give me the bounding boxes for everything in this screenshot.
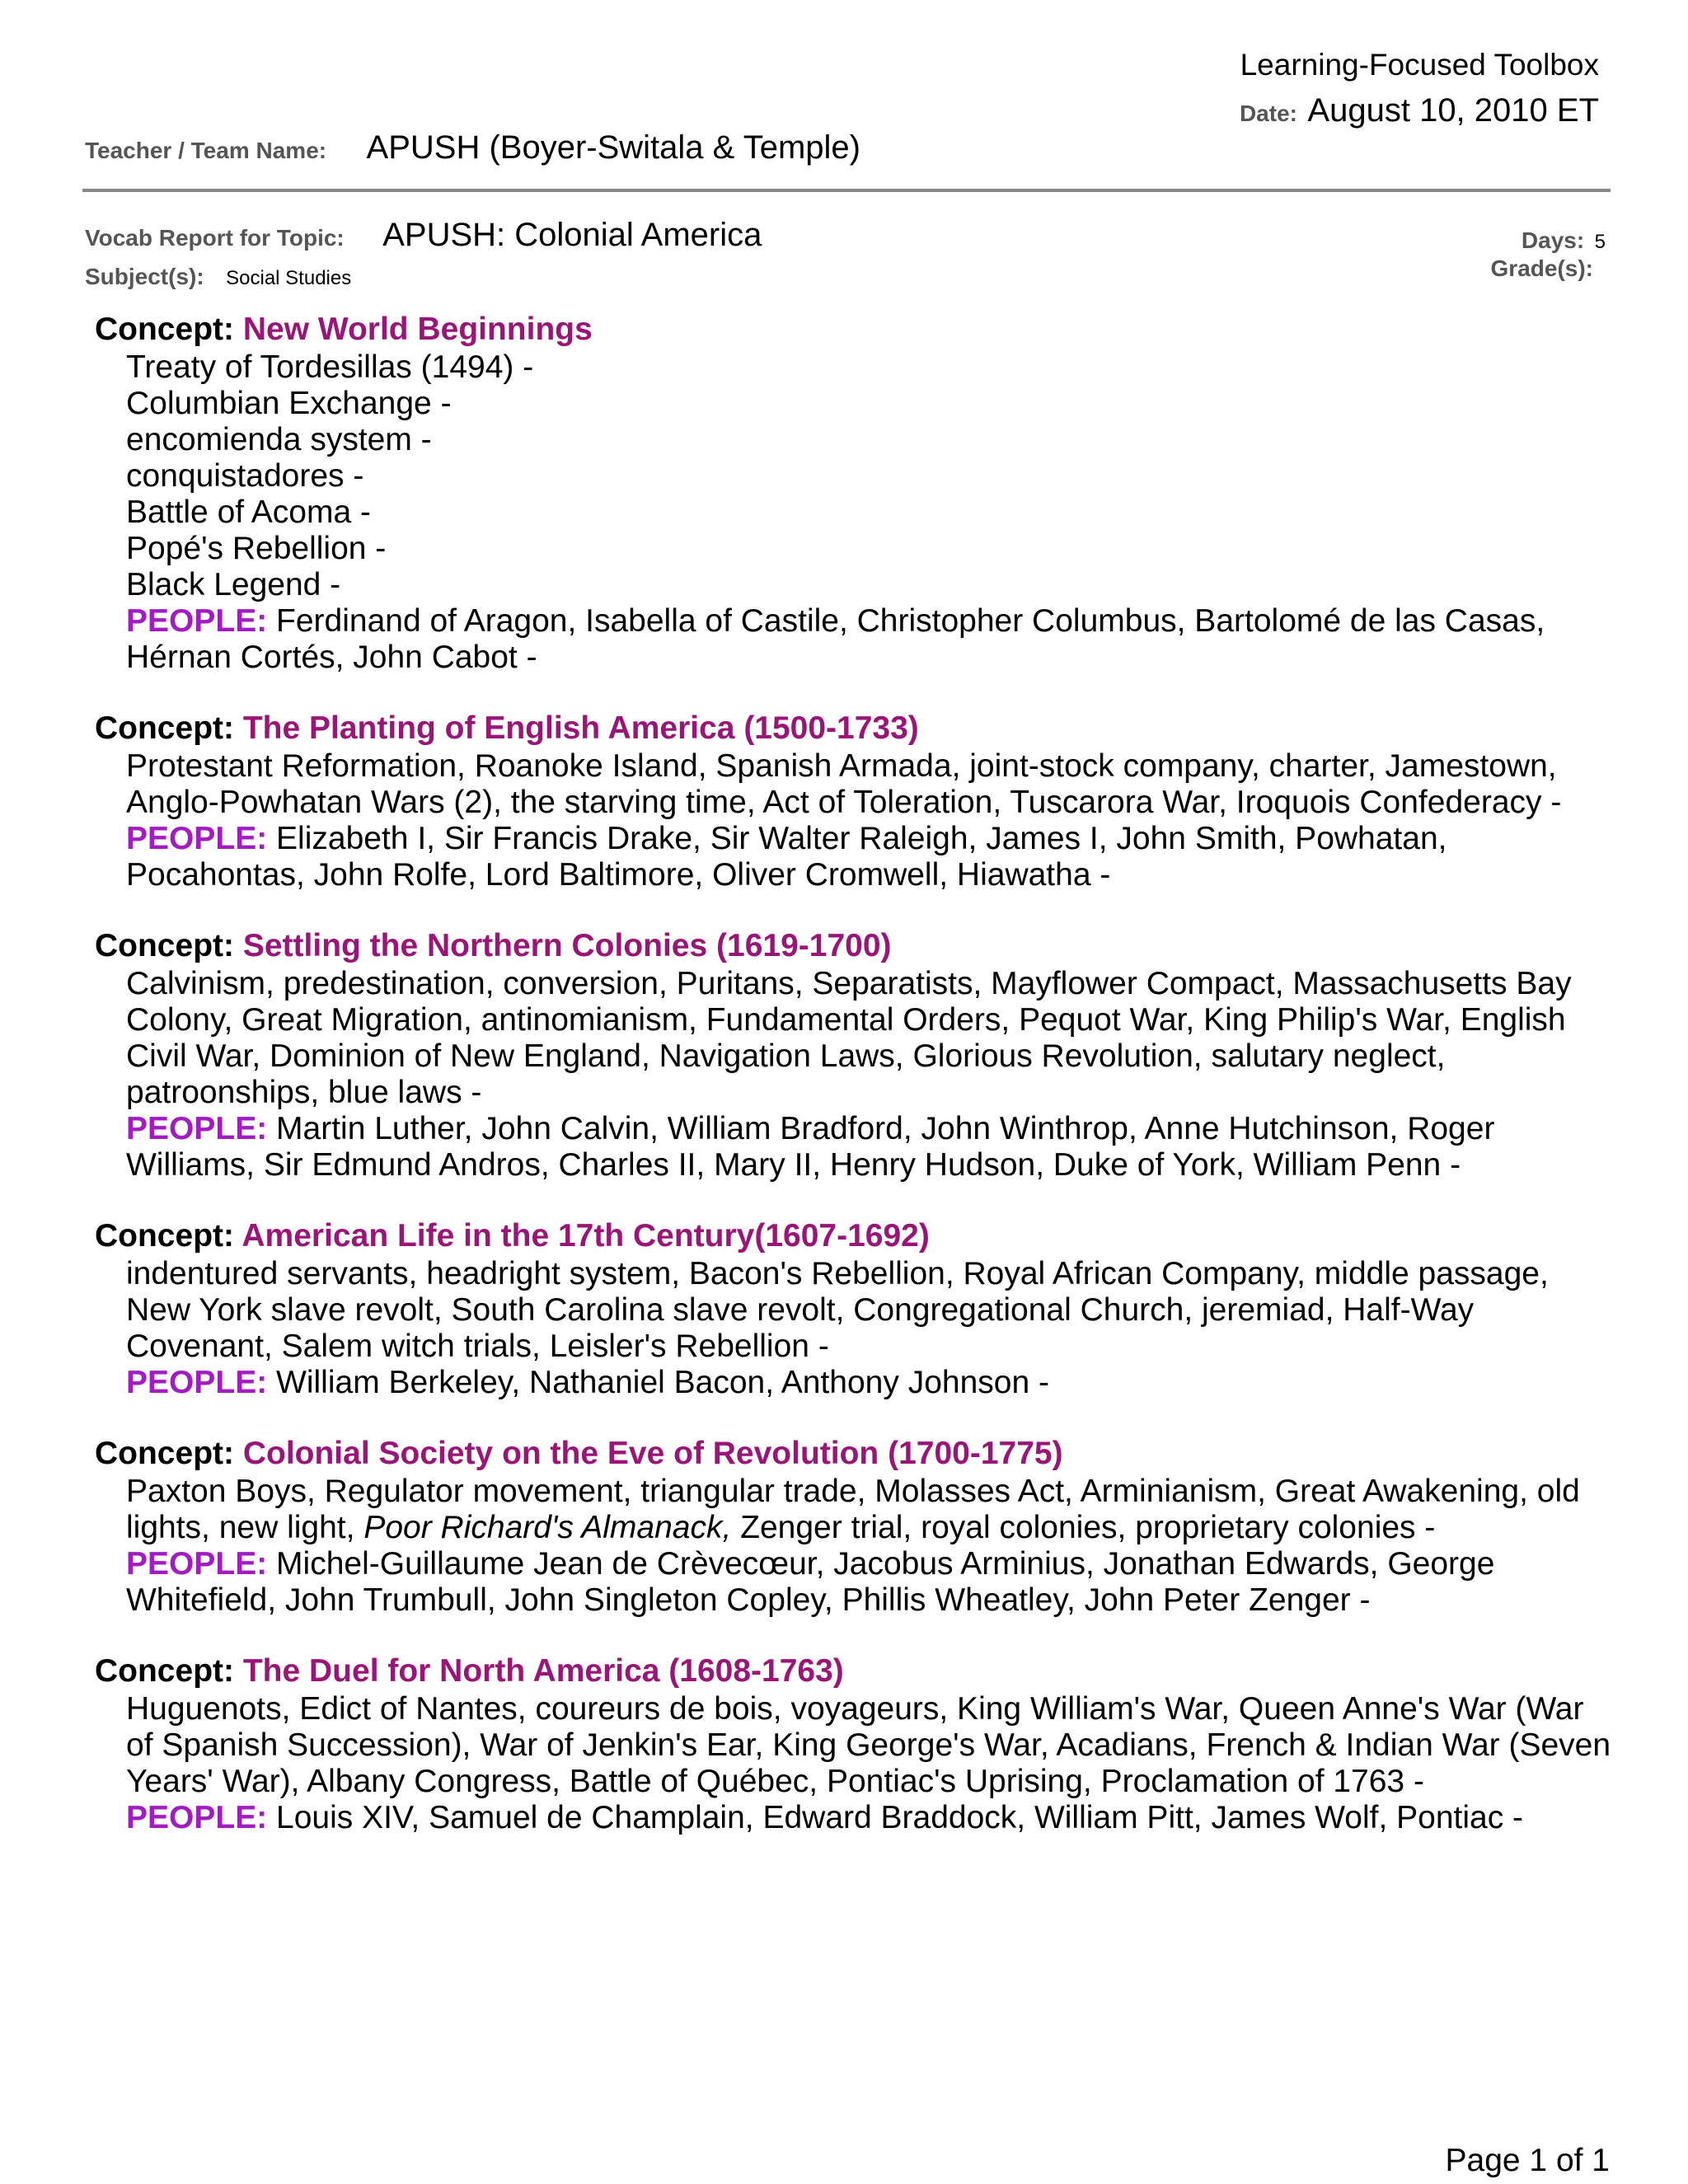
terms-paragraph: Protestant Reformation, Roanoke Island, Spanish Armada, joint-stock company, charter, Jamestown, Anglo-Powhatan Wars (2), the starving time, Act of Toleration, Tuscarora War, Iroquois Confederacy - xyxy=(126,748,1562,820)
team-value: APUSH (Boyer-Switala & Temple) xyxy=(366,129,860,166)
term-line: Treaty of Tordesillas (1494) - xyxy=(126,349,534,385)
people-list: Michel-Guillaume Jean de Crèvecœur, Jacobus Arminius, Jonathan Edwards, George Whitefield, John Trumbull, John Singleton Copley, Phillis Wheatley, John Peter Zenger - xyxy=(126,1546,1495,1618)
concept-heading xyxy=(95,926,1611,966)
topic-label: Vocab Report for Topic: xyxy=(85,225,345,251)
subject-value: Social Studies xyxy=(226,267,352,289)
days-label: Days: xyxy=(1521,227,1585,253)
date-row xyxy=(1240,92,1599,129)
terms-paragraph: Huguenots, Edict of Nantes, coureurs de bois, voyageurs, King William's War, Queen Anne's War (War of Spanish Succession), War of Jenkin's Ear, King George's War, Acadians, French & Indian War (Seven Years' War), Albany Congress, Battle of Québec, Pontiac's Uprising, Proclamation of 1763 - xyxy=(126,1691,1611,1799)
page-number: Page 1 of 1 xyxy=(1445,2143,1610,2178)
concept-body xyxy=(95,349,1611,676)
concept-title: Settling the Northern Colonies (1619-1700) xyxy=(242,928,892,963)
term-line: Popé's Rebellion - xyxy=(126,531,387,566)
concept-heading xyxy=(95,310,1611,349)
concept-body xyxy=(95,748,1611,893)
people-label: PEOPLE: xyxy=(126,1111,268,1146)
days-value: 5 xyxy=(1594,231,1606,253)
concept-section xyxy=(95,310,1611,676)
term-line: Battle of Acoma - xyxy=(126,494,371,530)
people-label: PEOPLE: xyxy=(126,821,268,856)
people-label: PEOPLE: xyxy=(126,1800,268,1835)
concept-body xyxy=(95,1256,1611,1401)
terms-paragraph: Calvinism, predestination, conversion, Puritans, Separatists, Mayflower Compact, Massachusetts Bay Colony, Great Migration, antinomianism, Fundamental Orders, Pequot War, King Philip's War, English Civil War, Dominion of New England, Navigation Laws, Glorious Revolution, salutary neglect, patroonships, blue laws - xyxy=(126,966,1572,1110)
people-label: PEOPLE: xyxy=(126,603,268,639)
app-title: Learning-Focused Toolbox xyxy=(1240,48,1599,82)
topic-row xyxy=(85,217,762,254)
people-paragraph xyxy=(126,821,1611,893)
team-row xyxy=(85,129,860,166)
concept-label: Concept: xyxy=(95,928,234,963)
people-paragraph xyxy=(126,1800,1611,1836)
grades-label: Grade(s): xyxy=(1490,255,1593,281)
term-line: encomienda system - xyxy=(126,422,432,457)
term-line: conquistadores - xyxy=(126,458,364,494)
concept-section xyxy=(95,1434,1611,1619)
people-list: William Berkeley, Nathaniel Bacon, Anthony Johnson - xyxy=(276,1365,1049,1400)
people-list: Louis XIV, Samuel de Champlain, Edward Braddock, William Pitt, James Wolf, Pontiac - xyxy=(276,1800,1524,1835)
date-label: Date: xyxy=(1239,101,1297,126)
topic-value: APUSH: Colonial America xyxy=(382,217,762,253)
people-paragraph xyxy=(126,1365,1611,1401)
concept-title: The Duel for North America (1608-1763) xyxy=(242,1653,844,1689)
people-paragraph xyxy=(126,603,1611,676)
concept-list xyxy=(95,310,1611,1869)
concept-section xyxy=(95,1216,1611,1401)
people-list: Ferdinand of Aragon, Isabella of Castile, Christopher Columbus, Bartolomé de las Casas, Hérnan Cortés, John Cabot - xyxy=(126,603,1545,675)
concept-title: American Life in the 17th Century(1607-1692) xyxy=(241,1218,930,1254)
concept-body xyxy=(95,1474,1611,1619)
terms-paragraph xyxy=(126,1474,1611,1546)
concept-label: Concept: xyxy=(95,1218,234,1254)
term-line: Black Legend - xyxy=(126,567,341,602)
people-label: PEOPLE: xyxy=(126,1546,268,1582)
subject-row xyxy=(85,264,351,290)
date-value: August 10, 2010 ET xyxy=(1307,92,1599,129)
concept-title: New World Beginnings xyxy=(242,312,593,347)
concept-body xyxy=(95,1691,1611,1836)
concept-heading xyxy=(95,1216,1611,1256)
concept-title: Colonial Society on the Eve of Revolution (1700-1775) xyxy=(242,1436,1063,1471)
subject-label: Subject(s): xyxy=(85,264,204,289)
concept-title: The Planting of English America (1500-1733) xyxy=(242,710,919,746)
almanack-title: Poor Richard's Almanack, xyxy=(363,1510,732,1545)
concept-body xyxy=(95,966,1611,1183)
terms-text: Zenger trial, royal colonies, proprietary colonies - xyxy=(731,1510,1436,1545)
terms-paragraph: indentured servants, headright system, Bacon's Rebellion, Royal African Company, middle passage, New York slave revolt, South Carolina slave revolt, Congregational Church, jeremiad, Half-Way Covenant, Salem witch trials, Leisler's Rebellion - xyxy=(126,1256,1549,1364)
concept-heading xyxy=(95,1652,1611,1691)
concept-label: Concept: xyxy=(95,1436,234,1471)
concept-section xyxy=(95,709,1611,893)
concept-heading xyxy=(95,1434,1611,1474)
people-label: PEOPLE: xyxy=(126,1365,268,1400)
concept-label: Concept: xyxy=(95,1653,234,1689)
concept-heading xyxy=(95,709,1611,748)
people-list: Martin Luther, John Calvin, William Bradford, John Winthrop, Anne Hutchinson, Roger Williams, Sir Edmund Andros, Charles II, Mary II, Henry Hudson, Duke of York, William Penn - xyxy=(126,1111,1495,1183)
concept-section xyxy=(95,926,1611,1183)
days-row xyxy=(1522,227,1606,254)
term-line: Columbian Exchange - xyxy=(126,386,452,421)
team-label: Teacher / Team Name: xyxy=(85,138,327,163)
people-paragraph xyxy=(126,1111,1611,1183)
terms-text: Paxton Boys, Regulator movement, triangular trade, Molasses Act, Arminianism, Great Awakening, old lights, new light, xyxy=(126,1474,1580,1545)
people-list: Elizabeth I, Sir Francis Drake, Sir Walter Raleigh, James I, John Smith, Powhatan, Pocahontas, John Rolfe, Lord Baltimore, Oliver Cromwell, Hiawatha - xyxy=(126,821,1447,893)
concept-label: Concept: xyxy=(95,312,234,347)
concept-section xyxy=(95,1652,1611,1836)
concept-label: Concept: xyxy=(95,710,234,746)
header-divider xyxy=(82,189,1611,192)
people-paragraph xyxy=(126,1546,1611,1619)
